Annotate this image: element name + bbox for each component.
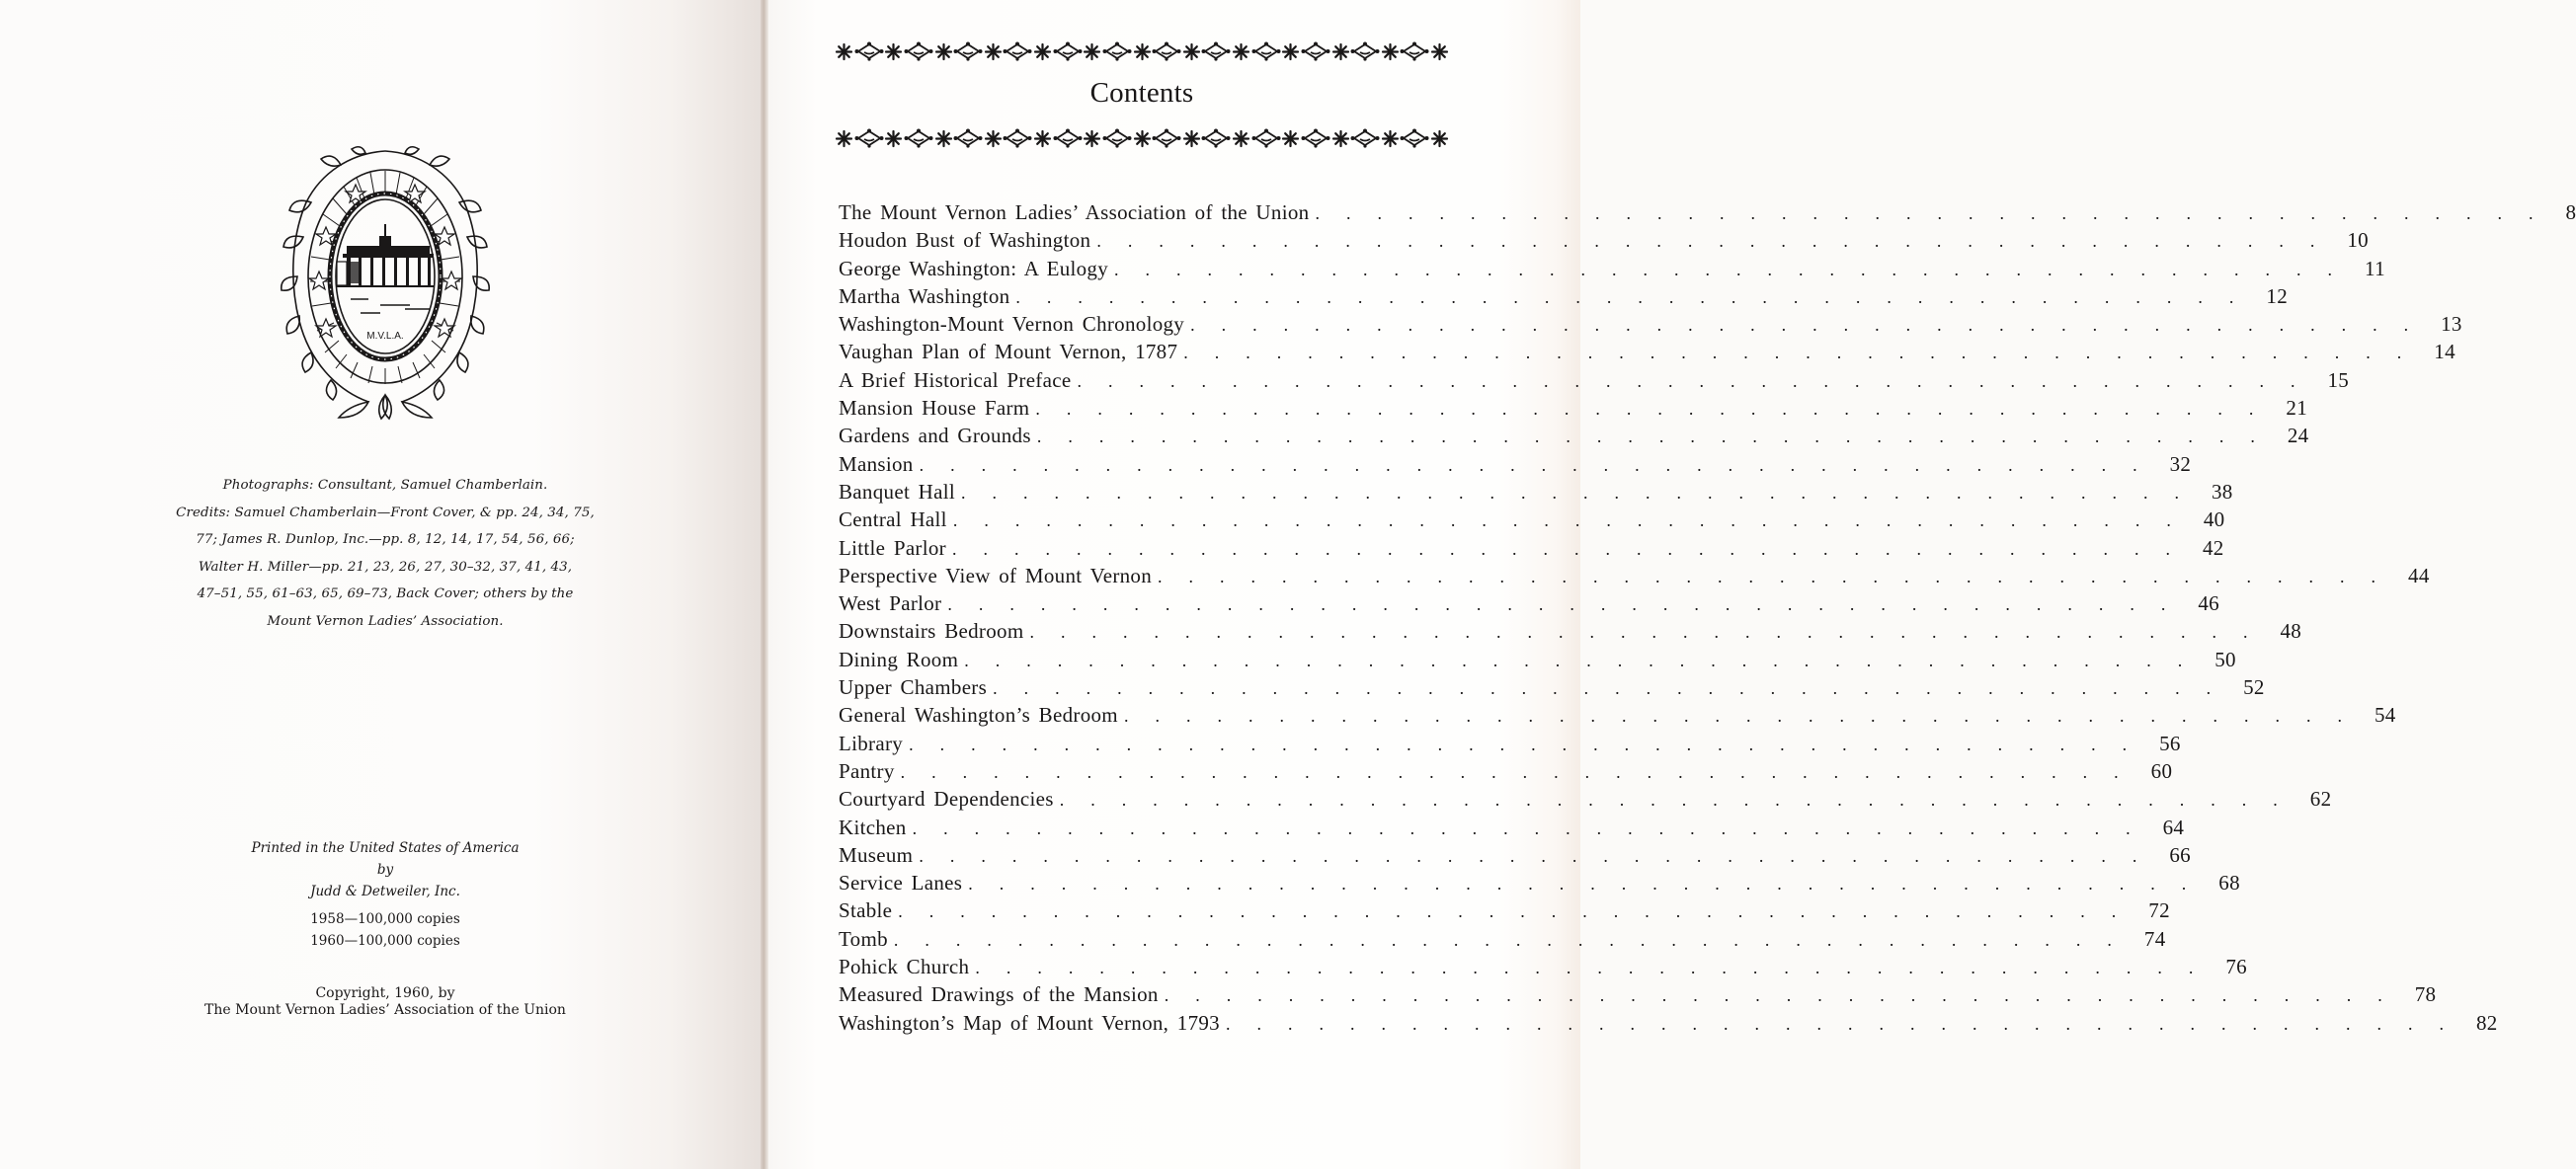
toc-entry-title: Houdon Bust of Washington — [839, 228, 1091, 253]
toc-leader-dots: . . . . . . . . . . . . . . . . . . . . . . . . . . . . . . . . . . . . . . . . — [1015, 286, 2261, 307]
toc-entry-page: 72 — [2148, 898, 2170, 923]
toc-leader-dots: . . . . . . . . . . . . . . . . . . . . . . . . . . . . . . . . . . . . . . . . — [947, 594, 2193, 615]
toc-entry-title: Martha Washington — [839, 283, 1010, 308]
lamp-ornament-icon — [953, 41, 983, 61]
toc-entry-title: West Parlor — [839, 591, 942, 616]
asterisk-ornament-icon — [985, 43, 1002, 60]
lamp-ornament-icon — [1251, 41, 1281, 61]
lamp-ornament-icon — [1400, 41, 1429, 61]
lamp-ornament-icon — [1102, 128, 1132, 148]
toc-entry-title: Museum — [839, 842, 914, 867]
toc-leader-dots: . . . . . . . . . . . . . . . . . . . . . . . . . . . . . . . . . . . . . . . . — [961, 482, 2206, 503]
toc-entry-title: Banquet Hall — [839, 479, 955, 504]
toc-leader-dots: . . . . . . . . . . . . . . . . . . . . . . . . . . . . . . . . . . . . . . . . — [951, 538, 2197, 559]
toc-leader-dots: . . . . . . . . . . . . . . . . . . . . . . . . . . . . . . . . . . . . . . . . — [993, 678, 2238, 699]
lamp-ornament-icon — [953, 128, 983, 148]
toc-entry-title: Washington’s Map of Mount Vernon, 1793 — [839, 1010, 1220, 1035]
toc-entry-page: 21 — [2286, 396, 2307, 421]
toc-entry-page: 15 — [2327, 367, 2350, 392]
toc-entry-page: 82 — [2475, 1010, 2498, 1035]
toc-leader-dots: . . . . . . . . . . . . . . . . . . . . . . . . . . . . . . . . . . . . . . . . — [919, 845, 2164, 866]
lamp-ornament-icon — [1152, 128, 1181, 148]
toc-entry — [839, 396, 2307, 424]
toc-entry-title: Mansion — [839, 451, 914, 476]
toc-entry-title: Washington-Mount Vernon Chronology — [839, 312, 1185, 337]
toc-entry — [839, 731, 2181, 759]
lamp-ornament-icon — [1152, 41, 1181, 61]
toc-entry-page: 54 — [2374, 703, 2396, 728]
toc-entry-title: Little Parlor — [839, 535, 946, 560]
toc-entry-title: Measured Drawings of the Mansion — [839, 982, 1159, 1007]
copyright-notice — [168, 985, 603, 1019]
toc-entry — [839, 256, 2385, 284]
lamp-ornament-icon — [1350, 128, 1380, 148]
toc-entry — [839, 424, 2309, 451]
toc-leader-dots: . . . . . . . . . . . . . . . . . . . . . . . . . . . . . . . . . . . . . . . . — [1059, 790, 2304, 811]
lamp-ornament-icon — [1053, 128, 1083, 148]
credits-line: Credits: Samuel Chamberlain—Front Cover, & pp. 24, 34, 75, — [176, 505, 595, 520]
toc-entry — [839, 563, 2430, 591]
toc-entry — [839, 283, 2289, 312]
copyright-line: Copyright, 1960, by — [315, 985, 455, 1001]
asterisk-ornament-icon — [1382, 43, 1399, 60]
toc-entry — [839, 479, 2233, 507]
toc-entry — [839, 787, 2332, 815]
toc-entry — [839, 926, 2166, 955]
toc-leader-dots: . . . . . . . . . . . . . . . . . . . . . . . . . . . . . . . . . . . . . . . . — [919, 454, 2164, 475]
contents-heading: Contents — [1089, 77, 1194, 109]
toc-entry-title: Dining Room — [839, 647, 959, 671]
toc-entry — [839, 535, 2224, 564]
lamp-ornament-icon — [1201, 41, 1231, 61]
toc-entry — [839, 507, 2225, 535]
toc-leader-dots: . . . . . . . . . . . . . . . . . . . . . . . . . . . . . . . . . . . . . . . . — [1029, 622, 2275, 643]
book-gutter — [761, 0, 768, 1169]
asterisk-ornament-icon — [1084, 130, 1100, 147]
asterisk-ornament-icon — [885, 130, 902, 147]
lamp-ornament-icon — [854, 128, 884, 148]
lamp-ornament-icon — [1400, 128, 1429, 148]
lamp-ornament-icon — [1053, 41, 1083, 61]
toc-entry-title: Service Lanes — [839, 871, 963, 896]
toc-entry-title: Mansion House Farm — [839, 396, 1030, 421]
toc-leader-dots: . . . . . . . . . . . . . . . . . . . . . . . . . . . . . . . . . . . . . . . . — [1114, 259, 2360, 279]
toc-entry — [839, 758, 2173, 787]
toc-leader-dots: . . . . . . . . . . . . . . . . . . . . . . . . . . . . . . . . . . . . . . . . — [1123, 706, 2369, 727]
toc-leader-dots: . . . . . . . . . . . . . . . . . . . . . . . . . . . . . . . . . . . . . . . . — [1183, 343, 2429, 363]
toc-entry — [839, 898, 2170, 926]
toc-entry-title: Pohick Church — [839, 955, 970, 979]
credits-line: Photographs: Consultant, Samuel Chamberlain. — [222, 478, 548, 493]
mansion-illustration — [336, 224, 435, 313]
asterisk-ornament-icon — [935, 130, 952, 147]
lamp-ornament-icon — [1003, 128, 1032, 148]
toc-entry-page: 52 — [2243, 675, 2265, 700]
lamp-ornament-icon — [1251, 128, 1281, 148]
toc-entry — [839, 228, 2369, 256]
toc-entry-title: The Mount Vernon Ladies’ Association of the Union — [839, 200, 1310, 224]
asterisk-ornament-icon — [1233, 130, 1249, 147]
toc-entry-page: 48 — [2280, 619, 2302, 644]
toc-entry — [839, 982, 2437, 1010]
toc-entry — [839, 591, 2219, 619]
toc-leader-dots: . . . . . . . . . . . . . . . . . . . . . . . . . . . . . . . . . . . . . . . . — [1225, 1013, 2470, 1034]
toc-entry-page: 38 — [2212, 479, 2233, 504]
toc-entry-page: 74 — [2143, 926, 2166, 951]
toc-entry-page: 46 — [2198, 591, 2219, 616]
toc-entry — [839, 703, 2396, 731]
toc-entry-page: 40 — [2203, 507, 2225, 532]
asterisk-ornament-icon — [1282, 43, 1299, 60]
asterisk-ornament-icon — [1233, 43, 1249, 60]
toc-entry-title: Pantry — [839, 758, 895, 783]
asterisk-ornament-icon — [1431, 43, 1448, 60]
asterisk-ornament-icon — [836, 130, 852, 147]
asterisk-ornament-icon — [1034, 43, 1051, 60]
printed-in-line: Printed in the United States of America — [251, 840, 520, 856]
toc-entry-page: 50 — [2214, 647, 2236, 671]
credits-line: Mount Vernon Ladies’ Association. — [267, 613, 504, 629]
edition-line: 1960—100,000 copies — [310, 933, 460, 949]
asterisk-ornament-icon — [836, 43, 852, 60]
toc-entry-page: 8 — [2565, 200, 2576, 224]
toc-leader-dots: . . . . . . . . . . . . . . . . . . . . . . . . . . . . . . . . . . . . . . . . — [1158, 566, 2403, 586]
toc-entry-title: Gardens and Grounds — [839, 424, 1031, 448]
toc-entry-page: 62 — [2309, 787, 2332, 812]
toc-leader-dots: . . . . . . . . . . . . . . . . . . . . . . . . . . . . . . . . . . . . . . . . — [964, 650, 2210, 670]
asterisk-ornament-icon — [1034, 130, 1051, 147]
asterisk-ornament-icon — [1134, 130, 1151, 147]
toc-entry-page: 32 — [2169, 451, 2192, 476]
toc-entry — [839, 955, 2247, 982]
toc-leader-dots: . . . . . . . . . . . . . . . . . . . . . . . . . . . . . . . . . . . . . . . . — [952, 510, 2198, 531]
toc-entry — [839, 871, 2240, 898]
toc-entry-page: 24 — [2287, 424, 2309, 448]
toc-entry-page: 11 — [2365, 256, 2385, 280]
toc-entry-title: A Brief Historical Preface — [839, 367, 1072, 392]
toc-entry — [839, 451, 2192, 480]
toc-entry-page: 78 — [2414, 982, 2437, 1007]
table-of-contents — [839, 200, 2576, 1039]
toc-entry-page: 76 — [2225, 955, 2247, 979]
toc-leader-dots: . . . . . . . . . . . . . . . . . . . . . . . . . . . . . . . . . . . . . . . . — [1164, 985, 2409, 1006]
toc-entry-title: Tomb — [839, 926, 888, 951]
asterisk-ornament-icon — [1332, 43, 1349, 60]
toc-entry-page: 64 — [2162, 815, 2185, 839]
asterisk-ornament-icon — [1134, 43, 1151, 60]
lamp-ornament-icon — [904, 128, 933, 148]
lamp-ornament-icon — [854, 41, 884, 61]
toc-entry-page: 66 — [2169, 842, 2191, 867]
photo-credits — [148, 472, 622, 635]
asterisk-ornament-icon — [1282, 130, 1299, 147]
toc-entry — [839, 340, 2455, 367]
credits-line: Walter H. Miller—pp. 21, 23, 26, 27, 30–32, 37, 41, 43, — [198, 559, 573, 575]
toc-entry-title: Central Hall — [839, 507, 947, 532]
lamp-ornament-icon — [1201, 128, 1231, 148]
asterisk-ornament-icon — [1431, 130, 1448, 147]
asterisk-ornament-icon — [1332, 130, 1349, 147]
toc-entry — [839, 312, 2462, 340]
toc-entry-page: 13 — [2441, 312, 2462, 337]
asterisk-ornament-icon — [885, 43, 902, 60]
toc-leader-dots: . . . . . . . . . . . . . . . . . . . . . . . . . . . . . . . . . . . . . . . . — [975, 958, 2220, 978]
asterisk-ornament-icon — [935, 43, 952, 60]
toc-leader-dots: . . . . . . . . . . . . . . . . . . . . . . . . . . . . . . . . . . . . . . . . — [1077, 370, 2322, 391]
lamp-ornament-icon — [1301, 128, 1330, 148]
toc-entry-page: 14 — [2434, 340, 2455, 364]
asterisk-ornament-icon — [1382, 130, 1399, 147]
toc-entry-title: General Washington’s Bedroom — [839, 703, 1118, 728]
toc-entry-title: George Washington: A Eulogy — [839, 256, 1109, 280]
toc-entry — [839, 1010, 2498, 1039]
toc-leader-dots: . . . . . . . . . . . . . . . . . . . . . . . . . . . . . . . . . . . . . . . . — [1190, 315, 2436, 336]
edition-line: 1958—100,000 copies — [310, 911, 460, 927]
credits-line: 77; James R. Dunlop, Inc.—pp. 8, 12, 14, 17, 54, 56, 66; — [196, 532, 575, 547]
toc-entry-page: 60 — [2150, 758, 2173, 783]
toc-entry — [839, 200, 2576, 228]
lamp-ornament-icon — [1102, 41, 1132, 61]
toc-entry — [839, 647, 2236, 675]
toc-entry-title: Stable — [839, 898, 893, 923]
toc-entry — [839, 619, 2302, 647]
toc-entry-title: Courtyard Dependencies — [839, 787, 1054, 812]
toc-leader-dots: . . . . . . . . . . . . . . . . . . . . . . . . . . . . . . . . . . . . . . . . — [968, 874, 2214, 895]
credits-line: 47–51, 55, 61–63, 65, 69–73, Back Cover; others by the — [197, 586, 574, 601]
toc-entry — [839, 842, 2191, 871]
printer-name: Judd & Detweiler, Inc. — [310, 884, 460, 899]
toc-leader-dots: . . . . . . . . . . . . . . . . . . . . . . . . . . . . . . . . . . . . . . . . — [898, 901, 2143, 922]
toc-entry-page: 44 — [2408, 563, 2430, 587]
printing-info — [188, 837, 583, 952]
ornament-border-bottom — [836, 126, 1448, 150]
ornament-border-top — [836, 39, 1448, 63]
toc-entry-page: 56 — [2159, 731, 2181, 755]
toc-entry-title: Upper Chambers — [839, 675, 988, 700]
toc-leader-dots: . . . . . . . . . . . . . . . . . . . . . . . . . . . . . . . . . . . . . . . . — [893, 929, 2138, 950]
asterisk-ornament-icon — [1183, 43, 1200, 60]
toc-entry-title: Downstairs Bedroom — [839, 619, 1024, 644]
toc-leader-dots: . . . . . . . . . . . . . . . . . . . . . . . . . . . . . . . . . . . . . . . . — [912, 818, 2157, 838]
mvla-seal-emblem — [282, 143, 489, 422]
toc-leader-dots: . . . . . . . . . . . . . . . . . . . . . . . . . . . . . . . . . . . . . . . . — [1315, 203, 2560, 223]
toc-entry — [839, 367, 2350, 396]
lamp-ornament-icon — [1003, 41, 1032, 61]
lamp-ornament-icon — [1350, 41, 1380, 61]
asterisk-ornament-icon — [1183, 130, 1200, 147]
toc-entry — [839, 815, 2185, 843]
toc-leader-dots: . . . . . . . . . . . . . . . . . . . . . . . . . . . . . . . . . . . . . . . . — [1035, 399, 2281, 420]
toc-entry-page: 10 — [2347, 228, 2369, 253]
toc-entry-page: 12 — [2266, 283, 2289, 308]
printed-by-line: by — [376, 862, 394, 878]
toc-entry-title: Library — [839, 731, 904, 755]
toc-leader-dots: . . . . . . . . . . . . . . . . . . . . . . . . . . . . . . . . . . . . . . . . — [909, 734, 2154, 754]
toc-leader-dots: . . . . . . . . . . . . . . . . . . . . . . . . . . . . . . . . . . . . . . . . — [900, 761, 2145, 782]
toc-entry-title: Vaughan Plan of Mount Vernon, 1787 — [839, 340, 1178, 364]
toc-entry-page: 68 — [2218, 871, 2240, 896]
lamp-ornament-icon — [904, 41, 933, 61]
toc-entry — [839, 675, 2265, 703]
seal-text: M.V.L.A. — [366, 331, 404, 342]
lamp-ornament-icon — [1301, 41, 1330, 61]
copyright-holder: The Mount Vernon Ladies’ Association of the Union — [204, 1002, 566, 1018]
toc-leader-dots: . . . . . . . . . . . . . . . . . . . . . . . . . . . . . . . . . . . . . . . . — [1036, 427, 2282, 447]
toc-entry-title: Kitchen — [839, 815, 907, 839]
asterisk-ornament-icon — [1084, 43, 1100, 60]
toc-entry-page: 42 — [2202, 535, 2224, 560]
toc-entry-title: Perspective View of Mount Vernon — [839, 563, 1153, 587]
toc-leader-dots: . . . . . . . . . . . . . . . . . . . . . . . . . . . . . . . . . . . . . . . . — [1096, 231, 2342, 252]
asterisk-ornament-icon — [985, 130, 1002, 147]
